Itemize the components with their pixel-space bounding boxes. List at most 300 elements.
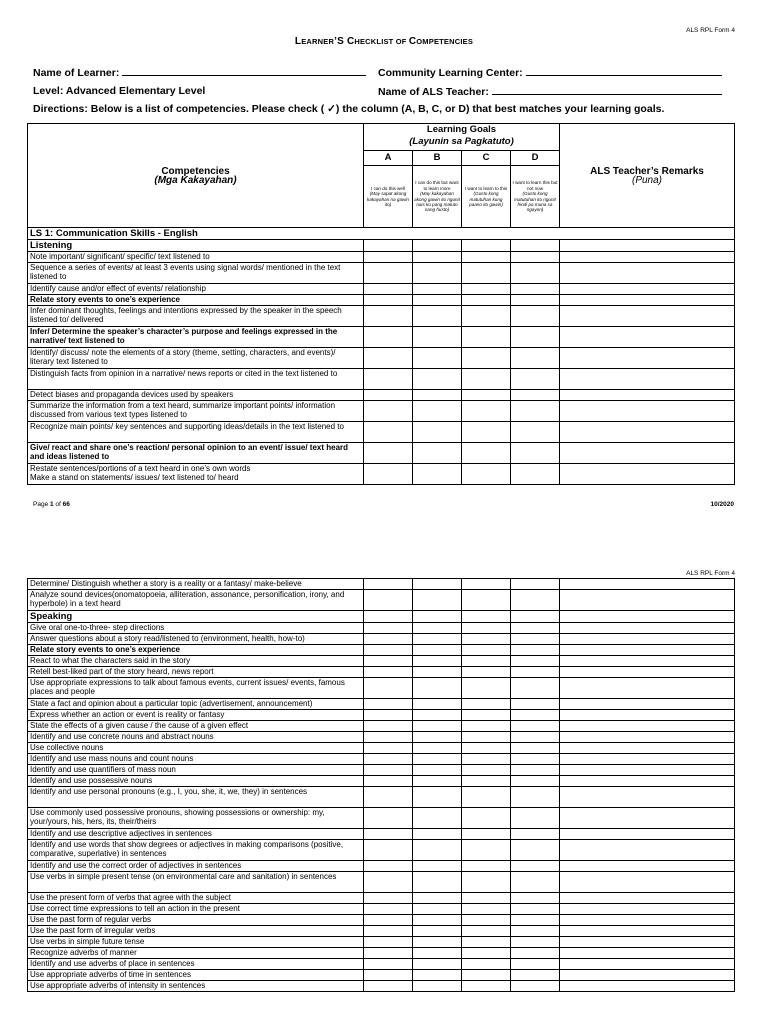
- checkbox-cell-d[interactable]: [511, 401, 560, 422]
- header-desc-b: I can do this but want to learn more (May kakayahan akong gawin ito ngunit nais ko pang matuto nang husto): [413, 166, 462, 228]
- checkbox-cell-d[interactable]: [511, 348, 560, 369]
- checkbox-cell-b[interactable]: [413, 926, 462, 937]
- competency-table-page-2: [27, 578, 735, 992]
- checkbox-cell-a[interactable]: [364, 915, 413, 926]
- checkbox-cell-c[interactable]: [462, 284, 511, 295]
- remarks-cell[interactable]: [560, 306, 735, 327]
- checkbox-cell-b[interactable]: [413, 808, 462, 829]
- competency-row: [28, 390, 735, 401]
- competency-text: Recognize main points/ key sentences and supporting ideas/details in the text listened to: [28, 422, 364, 443]
- checkbox-cell-a[interactable]: [364, 295, 413, 306]
- checkbox-cell-a[interactable]: [364, 678, 413, 699]
- checkbox-cell-b[interactable]: [413, 948, 462, 959]
- remarks-cell[interactable]: [560, 915, 735, 926]
- checkbox-cell-b[interactable]: [413, 710, 462, 721]
- checkbox-cell-c[interactable]: [462, 948, 511, 959]
- checkbox-cell-b[interactable]: [413, 970, 462, 981]
- competency-text: Identify and use quantifiers of mass noun: [28, 765, 364, 776]
- remarks-cell[interactable]: [560, 959, 735, 970]
- competency-row: [28, 948, 735, 959]
- checkbox-cell-c[interactable]: [462, 327, 511, 348]
- remarks-cell[interactable]: [560, 634, 735, 645]
- competency-text: Summarize the information from a text heard, summarize important points/ information discussed from various text types listened to: [28, 401, 364, 422]
- competency-text: State the effects of a given cause / the cause of a given effect: [28, 721, 364, 732]
- checkbox-cell-d[interactable]: [511, 937, 560, 948]
- checkbox-cell-b[interactable]: [413, 284, 462, 295]
- competency-row: [28, 915, 735, 926]
- checkbox-cell-b[interactable]: [413, 263, 462, 284]
- checkbox-cell-d[interactable]: [511, 667, 560, 678]
- checkbox-cell-b[interactable]: [413, 401, 462, 422]
- remarks-cell[interactable]: [560, 443, 735, 464]
- checkbox-cell-a[interactable]: [364, 948, 413, 959]
- checkbox-cell-b[interactable]: [413, 252, 462, 263]
- checkbox-cell-b[interactable]: [413, 893, 462, 904]
- checkbox-cell-c[interactable]: [462, 861, 511, 872]
- checkbox-cell-b[interactable]: [413, 861, 462, 872]
- checkbox-cell-d[interactable]: [511, 306, 560, 327]
- competency-row: [28, 656, 735, 667]
- checkbox-cell-b[interactable]: [413, 579, 462, 590]
- remarks-cell[interactable]: [560, 401, 735, 422]
- checkbox-cell-c[interactable]: [462, 732, 511, 743]
- header-col-d: D: [511, 151, 560, 166]
- checkbox-cell-a[interactable]: [364, 699, 413, 710]
- checkbox-cell-a[interactable]: [364, 443, 413, 464]
- competency-text: Recognize adverbs of manner: [28, 948, 364, 959]
- competency-row: [28, 765, 735, 776]
- checkbox-cell-d[interactable]: [511, 981, 560, 992]
- checkbox-cell-d[interactable]: [511, 645, 560, 656]
- header-col-b: B: [413, 151, 462, 166]
- remarks-cell[interactable]: [560, 623, 735, 634]
- remarks-cell[interactable]: [560, 861, 735, 872]
- checkbox-cell-c[interactable]: [462, 369, 511, 390]
- competency-row: [28, 443, 735, 464]
- checkbox-cell-c[interactable]: [462, 579, 511, 590]
- form-tag: ALS RPL Form 4: [686, 570, 735, 577]
- checkbox-cell-d[interactable]: [511, 861, 560, 872]
- remarks-cell[interactable]: [560, 263, 735, 284]
- competency-row: [28, 667, 735, 678]
- checkbox-cell-d[interactable]: [511, 808, 560, 829]
- checkbox-cell-d[interactable]: [511, 732, 560, 743]
- remarks-cell[interactable]: [560, 710, 735, 721]
- competency-row: [28, 579, 735, 590]
- remarks-cell[interactable]: [560, 667, 735, 678]
- remarks-cell[interactable]: [560, 872, 735, 893]
- competency-text: Infer/ Determine the speaker’s character’s purpose and feelings expressed in the narrative/ text listened to: [28, 327, 364, 348]
- checkbox-cell-a[interactable]: [364, 390, 413, 401]
- directions-text: Directions: Below is a list of competencies. Please check ( ✓) the column (A, B, C, or D) that best matches your learning goals.: [33, 103, 665, 115]
- checkbox-cell-d[interactable]: [511, 390, 560, 401]
- checkbox-cell-c[interactable]: [462, 348, 511, 369]
- remarks-cell[interactable]: [560, 721, 735, 732]
- checkbox-cell-d[interactable]: [511, 464, 560, 485]
- competency-row: [28, 401, 735, 422]
- remarks-cell[interactable]: [560, 656, 735, 667]
- checkbox-cell-d[interactable]: [511, 829, 560, 840]
- checkbox-cell-c[interactable]: [462, 776, 511, 787]
- checkbox-cell-d[interactable]: [511, 743, 560, 754]
- checkbox-cell-c[interactable]: [462, 295, 511, 306]
- competency-text: Give oral one-to-three- step directions: [28, 623, 364, 634]
- checkbox-cell-a[interactable]: [364, 590, 413, 611]
- checkbox-cell-b[interactable]: [413, 443, 462, 464]
- competency-text: Give/ react and share one’s reaction/ personal opinion to an event/ issue/ text heard and ideas listened to: [28, 443, 364, 464]
- checkbox-cell-b[interactable]: [413, 634, 462, 645]
- competency-text: Relate story events to one’s experience: [28, 645, 364, 656]
- checkbox-cell-c[interactable]: [462, 808, 511, 829]
- remarks-cell[interactable]: [560, 699, 735, 710]
- checkbox-cell-a[interactable]: [364, 645, 413, 656]
- remarks-cell[interactable]: [560, 590, 735, 611]
- checkbox-cell-b[interactable]: [413, 829, 462, 840]
- checkbox-cell-d[interactable]: [511, 590, 560, 611]
- checkbox-cell-a[interactable]: [364, 808, 413, 829]
- competency-text: Detect biases and propaganda devices used by speakers: [28, 390, 364, 401]
- checkbox-cell-c[interactable]: [462, 656, 511, 667]
- checkbox-cell-d[interactable]: [511, 579, 560, 590]
- checkbox-cell-a[interactable]: [364, 840, 413, 861]
- checkbox-cell-b[interactable]: [413, 754, 462, 765]
- checkbox-cell-c[interactable]: [462, 422, 511, 443]
- competency-text: Sequence a series of events/ at least 3 events using signal words/ mentioned in the text listened to: [28, 263, 364, 284]
- checkbox-cell-d[interactable]: [511, 623, 560, 634]
- checkbox-cell-c[interactable]: [462, 970, 511, 981]
- checkbox-cell-a[interactable]: [364, 667, 413, 678]
- checkbox-cell-a[interactable]: [364, 656, 413, 667]
- checkbox-cell-c[interactable]: [462, 937, 511, 948]
- checkbox-cell-c[interactable]: [462, 464, 511, 485]
- checkbox-cell-d[interactable]: [511, 765, 560, 776]
- competency-text: Use correct time expressions to tell an action in the present: [28, 904, 364, 915]
- checkbox-cell-d[interactable]: [511, 776, 560, 787]
- checkbox-cell-d[interactable]: [511, 915, 560, 926]
- checkbox-cell-a[interactable]: [364, 263, 413, 284]
- competency-text: Infer dominant thoughts, feelings and intentions expressed by the speaker in the speech listened to/ delivered: [28, 306, 364, 327]
- header-remarks: ALS Teacher’s Remarks (Puna): [560, 124, 735, 228]
- checkbox-cell-a[interactable]: [364, 926, 413, 937]
- checkbox-cell-b[interactable]: [413, 721, 462, 732]
- checkbox-cell-d[interactable]: [511, 634, 560, 645]
- learner-name-field: Name of Learner:: [33, 66, 366, 79]
- remarks-cell[interactable]: [560, 776, 735, 787]
- checkbox-cell-a[interactable]: [364, 464, 413, 485]
- competency-row: [28, 464, 735, 485]
- checkbox-cell-c[interactable]: [462, 840, 511, 861]
- checkbox-cell-a[interactable]: [364, 829, 413, 840]
- remarks-cell[interactable]: [560, 327, 735, 348]
- checkbox-cell-b[interactable]: [413, 590, 462, 611]
- checkbox-cell-d[interactable]: [511, 893, 560, 904]
- remarks-cell[interactable]: [560, 369, 735, 390]
- remarks-cell[interactable]: [560, 678, 735, 699]
- checkbox-cell-d[interactable]: [511, 787, 560, 808]
- checkbox-cell-d[interactable]: [511, 295, 560, 306]
- checkbox-cell-b[interactable]: [413, 872, 462, 893]
- header-learning-goals: Learning Goals (Layunin sa Pagkatuto): [364, 124, 560, 151]
- competency-text: Identify and use personal pronouns (e.g., I, you, she, it, we, they) in sentences: [28, 787, 364, 808]
- checkbox-cell-a[interactable]: [364, 937, 413, 948]
- checkbox-cell-b[interactable]: [413, 776, 462, 787]
- checkbox-cell-b[interactable]: [413, 422, 462, 443]
- checkbox-cell-a[interactable]: [364, 721, 413, 732]
- checkbox-cell-d[interactable]: [511, 443, 560, 464]
- checkbox-cell-c[interactable]: [462, 721, 511, 732]
- checkbox-cell-a[interactable]: [364, 623, 413, 634]
- remarks-cell[interactable]: [560, 390, 735, 401]
- checkbox-cell-c[interactable]: [462, 754, 511, 765]
- checkbox-cell-c[interactable]: [462, 893, 511, 904]
- checkbox-cell-b[interactable]: [413, 656, 462, 667]
- checkbox-cell-b[interactable]: [413, 787, 462, 808]
- checkbox-cell-a[interactable]: [364, 776, 413, 787]
- checkbox-cell-d[interactable]: [511, 284, 560, 295]
- checkbox-cell-a[interactable]: [364, 579, 413, 590]
- checkbox-cell-d[interactable]: [511, 872, 560, 893]
- checkbox-cell-d[interactable]: [511, 754, 560, 765]
- checkbox-cell-a[interactable]: [364, 401, 413, 422]
- checkbox-cell-d[interactable]: [511, 422, 560, 443]
- checkbox-cell-b[interactable]: [413, 327, 462, 348]
- checkbox-cell-b[interactable]: [413, 390, 462, 401]
- header-col-a: A: [364, 151, 413, 166]
- checkbox-cell-d[interactable]: [511, 904, 560, 915]
- remarks-cell[interactable]: [560, 743, 735, 754]
- checkbox-cell-c[interactable]: [462, 306, 511, 327]
- competency-row: [28, 295, 735, 306]
- competency-row: [28, 776, 735, 787]
- checkbox-cell-a[interactable]: [364, 981, 413, 992]
- remarks-cell[interactable]: [560, 284, 735, 295]
- checkbox-cell-c[interactable]: [462, 959, 511, 970]
- remarks-cell[interactable]: [560, 579, 735, 590]
- remarks-cell[interactable]: [560, 904, 735, 915]
- remarks-cell[interactable]: [560, 787, 735, 808]
- checkbox-cell-c[interactable]: [462, 645, 511, 656]
- level-text: Level: Advanced Elementary Level: [33, 85, 206, 97]
- remarks-cell[interactable]: [560, 840, 735, 861]
- checkbox-cell-a[interactable]: [364, 306, 413, 327]
- checkbox-cell-c[interactable]: [462, 634, 511, 645]
- checkbox-cell-c[interactable]: [462, 590, 511, 611]
- checkbox-cell-d[interactable]: [511, 721, 560, 732]
- checkbox-cell-a[interactable]: [364, 252, 413, 263]
- checkbox-cell-d[interactable]: [511, 970, 560, 981]
- checkbox-cell-b[interactable]: [413, 369, 462, 390]
- checkbox-cell-a[interactable]: [364, 754, 413, 765]
- checkbox-cell-d[interactable]: [511, 840, 560, 861]
- competency-text: Distinguish facts from opinion in a narrative/ news reports or cited in the text listened to: [28, 369, 364, 390]
- competency-row: [28, 623, 735, 634]
- checkbox-cell-c[interactable]: [462, 390, 511, 401]
- page-number: Page 1 of 66: [33, 501, 70, 508]
- competency-text: Identify and use the correct order of adjectives in sentences: [28, 861, 364, 872]
- remarks-cell[interactable]: [560, 981, 735, 992]
- checkbox-cell-a[interactable]: [364, 904, 413, 915]
- checkbox-cell-d[interactable]: [511, 699, 560, 710]
- checkbox-cell-a[interactable]: [364, 743, 413, 754]
- checkbox-cell-b[interactable]: [413, 743, 462, 754]
- checkbox-cell-b[interactable]: [413, 306, 462, 327]
- competency-text: React to what the characters said in the story: [28, 656, 364, 667]
- checkbox-cell-d[interactable]: [511, 263, 560, 284]
- header-col-c: C: [462, 151, 511, 166]
- checkbox-cell-c[interactable]: [462, 829, 511, 840]
- remarks-cell[interactable]: [560, 645, 735, 656]
- checkbox-cell-c[interactable]: [462, 710, 511, 721]
- competency-row: [28, 808, 735, 829]
- remarks-cell[interactable]: [560, 948, 735, 959]
- checkbox-cell-b[interactable]: [413, 904, 462, 915]
- checkbox-cell-a[interactable]: [364, 710, 413, 721]
- checkbox-cell-a[interactable]: [364, 787, 413, 808]
- checkbox-cell-b[interactable]: [413, 464, 462, 485]
- remarks-cell[interactable]: [560, 422, 735, 443]
- checkbox-cell-a[interactable]: [364, 893, 413, 904]
- checkbox-cell-b[interactable]: [413, 623, 462, 634]
- competency-text: Use commonly used possessive pronouns, showing possessions or ownership: my, your/yours, his, hers, its, their/theirs: [28, 808, 364, 829]
- checkbox-cell-c[interactable]: [462, 787, 511, 808]
- checkbox-cell-b[interactable]: [413, 937, 462, 948]
- checkbox-cell-c[interactable]: [462, 401, 511, 422]
- competency-text: Use the past form of regular verbs: [28, 915, 364, 926]
- page-2: [0, 560, 768, 1024]
- checkbox-cell-a[interactable]: [364, 327, 413, 348]
- competency-row: [28, 645, 735, 656]
- checkbox-cell-a[interactable]: [364, 765, 413, 776]
- checkbox-cell-a[interactable]: [364, 872, 413, 893]
- checkbox-cell-a[interactable]: [364, 970, 413, 981]
- checkbox-cell-c[interactable]: [462, 872, 511, 893]
- competency-row: [28, 699, 735, 710]
- checkbox-cell-b[interactable]: [413, 765, 462, 776]
- competency-row: [28, 754, 735, 765]
- checkbox-cell-d[interactable]: [511, 678, 560, 699]
- remarks-cell[interactable]: [560, 937, 735, 948]
- competency-text: Relate story events to one’s experience: [28, 295, 364, 306]
- checkbox-cell-b[interactable]: [413, 295, 462, 306]
- remarks-cell[interactable]: [560, 808, 735, 829]
- competency-row: [28, 369, 735, 390]
- checkbox-cell-d[interactable]: [511, 369, 560, 390]
- remarks-cell[interactable]: [560, 829, 735, 840]
- checkbox-cell-a[interactable]: [364, 348, 413, 369]
- subsection-heading: Speaking: [28, 611, 364, 623]
- competency-text: Use the past form of irregular verbs: [28, 926, 364, 937]
- competency-row: [28, 252, 735, 263]
- competency-text: Use the present form of verbs that agree with the subject: [28, 893, 364, 904]
- header-desc-d: I want to learn this but not now (Gusto kong matutuhan ito ngunit hindi pa muna sa ngayon): [511, 166, 560, 228]
- checkbox-cell-c[interactable]: [462, 443, 511, 464]
- checkbox-cell-d[interactable]: [511, 252, 560, 263]
- checkbox-cell-c[interactable]: [462, 904, 511, 915]
- checkbox-cell-b[interactable]: [413, 732, 462, 743]
- checkbox-cell-c[interactable]: [462, 667, 511, 678]
- checkbox-cell-b[interactable]: [413, 959, 462, 970]
- checkbox-cell-c[interactable]: [462, 915, 511, 926]
- competency-row: [28, 893, 735, 904]
- competency-row: [28, 348, 735, 369]
- remarks-cell[interactable]: [560, 765, 735, 776]
- checkbox-cell-d[interactable]: [511, 710, 560, 721]
- checkbox-cell-a[interactable]: [364, 422, 413, 443]
- checkbox-cell-c[interactable]: [462, 678, 511, 699]
- checkbox-cell-d[interactable]: [511, 656, 560, 667]
- competency-text: Identify cause and/or effect of events/ relationship: [28, 284, 364, 295]
- clc-field: Community Learning Center:: [378, 66, 722, 79]
- remarks-cell[interactable]: [560, 970, 735, 981]
- checkbox-cell-c[interactable]: [462, 252, 511, 263]
- competency-row: [28, 306, 735, 327]
- remarks-cell[interactable]: [560, 732, 735, 743]
- competency-text: Use collective nouns: [28, 743, 364, 754]
- checkbox-cell-c[interactable]: [462, 926, 511, 937]
- competency-row: [28, 263, 735, 284]
- competency-text: Identify and use adverbs of place in sentences: [28, 959, 364, 970]
- checkbox-cell-b[interactable]: [413, 667, 462, 678]
- checkbox-cell-b[interactable]: [413, 840, 462, 861]
- remarks-cell[interactable]: [560, 893, 735, 904]
- competency-text: Note important/ significant/ specific/ text listened to: [28, 252, 364, 263]
- checkbox-cell-a[interactable]: [364, 634, 413, 645]
- checkbox-cell-a[interactable]: [364, 861, 413, 872]
- competency-table-page-1: [27, 123, 735, 485]
- checkbox-cell-c[interactable]: [462, 623, 511, 634]
- checkbox-cell-d[interactable]: [511, 959, 560, 970]
- remarks-cell[interactable]: [560, 348, 735, 369]
- checkbox-cell-c[interactable]: [462, 981, 511, 992]
- checkbox-cell-b[interactable]: [413, 915, 462, 926]
- competency-row: [28, 590, 735, 611]
- competency-text: Identify and use concrete nouns and abstract nouns: [28, 732, 364, 743]
- competency-row: [28, 284, 735, 295]
- checkbox-cell-c[interactable]: [462, 263, 511, 284]
- header-desc-a: I can do this well (May sapat akong kakayahan na gawin ito): [364, 166, 413, 228]
- checkbox-cell-a[interactable]: [364, 369, 413, 390]
- checkbox-cell-a[interactable]: [364, 959, 413, 970]
- competency-row: [28, 872, 735, 893]
- checkbox-cell-d[interactable]: [511, 948, 560, 959]
- checkbox-cell-a[interactable]: [364, 284, 413, 295]
- checkbox-cell-b[interactable]: [413, 348, 462, 369]
- checkbox-cell-b[interactable]: [413, 981, 462, 992]
- checkbox-cell-c[interactable]: [462, 743, 511, 754]
- competency-text: Identify and use words that show degrees or adjectives in making comparisons (positive, comparative, superlative) in sentences: [28, 840, 364, 861]
- checkbox-cell-d[interactable]: [511, 926, 560, 937]
- competency-text: Express whether an action or event is reality or fantasy: [28, 710, 364, 721]
- remarks-cell[interactable]: [560, 464, 735, 485]
- competency-text: Use verbs in simple present tense (on environmental care and sanitation) in sentences: [28, 872, 364, 893]
- competency-text: Analyze sound devices(onomatopoeia, alliteration, assonance, personification, irony, and hyperbole) in a text heard: [28, 590, 364, 611]
- competency-row: [28, 327, 735, 348]
- remarks-cell[interactable]: [560, 926, 735, 937]
- checkbox-cell-b[interactable]: [413, 645, 462, 656]
- checkbox-cell-c[interactable]: [462, 765, 511, 776]
- competency-row: [28, 678, 735, 699]
- checkbox-cell-c[interactable]: [462, 699, 511, 710]
- checkbox-cell-b[interactable]: [413, 678, 462, 699]
- competency-row: [28, 970, 735, 981]
- competency-text: Determine/ Distinguish whether a story is a reality or a fantasy/ make-believe: [28, 579, 364, 590]
- checkbox-cell-d[interactable]: [511, 327, 560, 348]
- checkbox-cell-b[interactable]: [413, 699, 462, 710]
- checkbox-cell-a[interactable]: [364, 732, 413, 743]
- remarks-cell[interactable]: [560, 295, 735, 306]
- remarks-cell[interactable]: [560, 252, 735, 263]
- remarks-cell[interactable]: [560, 754, 735, 765]
